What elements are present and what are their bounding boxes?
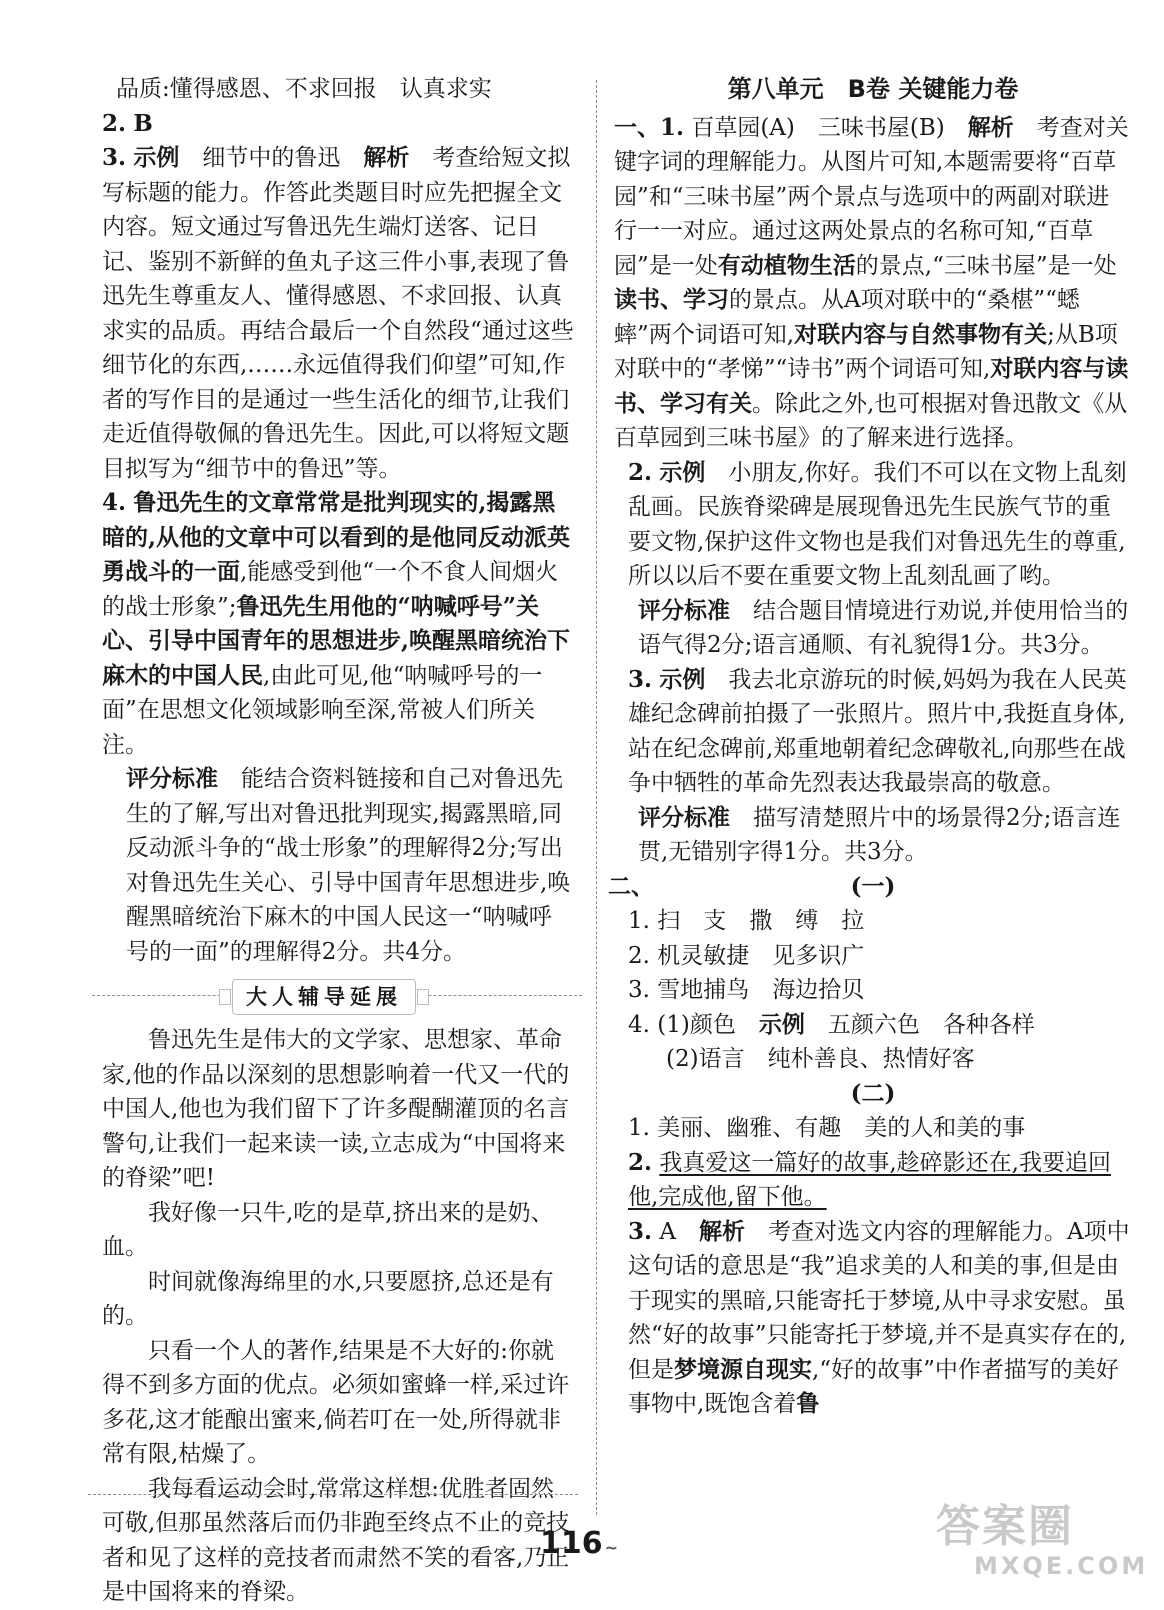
sub2-answer-2 (614, 1146, 1132, 1215)
q4-answer (102, 486, 574, 762)
watermark-logo (936, 1501, 1149, 1592)
quote-3: 只看一个人的著作,结果是不大好的:你就得不到多方面的优点。必须如蜜蜂一样,采过许多花,这才能酿出蜜来,倘若叮在一处,所得就非常有限,枯燥了。 (102, 1337, 570, 1467)
scoring-label: 评分标准 (638, 803, 730, 831)
r-q1-number: 1. (660, 113, 685, 141)
section-two-label: 二、 (608, 872, 654, 900)
r-q2-answer (614, 456, 1132, 594)
analysis-tag: 解析 (363, 144, 410, 171)
q3-answer (102, 141, 574, 486)
q2-answer (102, 107, 574, 142)
q4-number: 4. (102, 489, 127, 516)
r-q3-answer (614, 663, 1132, 801)
analysis-tag: 解析 (967, 113, 1014, 141)
r-q3-text: 我去北京游玩的时候,妈妈为我在人民英雄纪念碑前拍摄了一张照片。照片中,我挺直身体,站在纪念碑前,郑重地朝着纪念碑敬礼,向那些在战争中牺牲的革命先烈表达我最崇高的敬意。 (628, 666, 1127, 796)
banner-title: 大人辅导延展 (232, 979, 416, 1015)
q4-key-point-1: 鲁迅先生的文章常常是批判现实的,揭露黑暗的,从他的文章中可以看到的是他同反动派英勇战斗的一面 (102, 489, 571, 585)
scoring-label: 评分标准 (126, 765, 218, 792)
q3-analysis-text: 考查给短文拟写标题的能力。作答此类题目时应先把握全文内容。短文通过写鲁迅先生端灯送客、记日记、鉴别不新鲜的鱼丸子这三件小事,表现了鲁迅先生尊重友人、懂得感恩、不求回报、认真求实的品质。再结合最后一个自然段“通过这些细节化的东西,……永远值得我们仰望”可知,作者的写作目的是通过一些生活化的细节,让我们走近值得敬佩的鲁迅先生。因此,可以将短文题目拟写为“细节中的鲁迅”等。 (102, 145, 574, 482)
example-tag: 示例 (758, 1010, 805, 1038)
unit-title: 第八单元 B卷 关键能力卷 (727, 75, 1019, 103)
watermark-line-2: MXQE.COM (974, 1552, 1149, 1580)
r-q1-text-1: 考查对关键字词的理解能力。从图片可知,本题需要将“百草园”和“三味书屋”两个景点与选项中的两副对联进行一一对应。通过这两处景点的名称可知,“百草园”是一处 (614, 114, 1129, 279)
sub1-answer-4-post: 五颜六色 各种各样 (804, 1011, 1035, 1038)
watermark-line-1: 答案圈 (936, 1501, 1074, 1552)
subsection-two-label: (二) (850, 1079, 896, 1107)
q4-scoring (102, 762, 574, 969)
sub2-answer-3-choice: A (659, 1218, 676, 1245)
sub1-answer-1: 1. 扫 支 撒 缚 拉 (628, 908, 865, 934)
r-q1-key-3: 对联内容与自然事物有关 (794, 320, 1048, 348)
subsection-one-label: (一) (850, 872, 896, 900)
r-q1-choice: 百草园(A) 三味书屋(B) (691, 114, 945, 141)
quote-4: 我每看运动会时,常常这样想:优胜者固然可敬,但那虽然落后而仍非跑至终点不止的竞技者和见了这样的竞技者而肃然不笑的看客,乃正是中国将来的脊梁。 (102, 1475, 570, 1605)
page-number (540, 1526, 618, 1561)
r-q1-key-1: 有动植物生活 (717, 251, 856, 279)
r-q3-number: 3. (628, 665, 653, 693)
q2-number: 2. (102, 109, 127, 137)
q3-title-answer: 细节中的鲁迅 (202, 145, 341, 171)
q4-text-2: ,由此可见,他“呐喊呼号的一面”在思想文化领域影响至深,常被人们所关注。 (102, 662, 543, 758)
section-one-label: 一、 (614, 113, 660, 141)
sub2-answer-3-text-2: ,“好的故事”中作者描写的美好事物中,既饱含着 (628, 1356, 1119, 1417)
q4-key-point-2: 鲁迅先生用他的“呐喊呼号”关心、引导中国青年的思想进步,唤醒黑暗统治下麻木的中国人民 (102, 592, 571, 689)
quote-2: 时间就像海绵里的水,只要愿挤,总还是有的。 (102, 1268, 554, 1329)
r-q1-key-2: 读书、学习 (614, 286, 729, 313)
sub2-answer-3-text-1: 考查对选文内容的理解能力。A项中这句话的意思是“我”追求美的人和美的事,但是由于现实的黑暗,只能寄托于梦境,从中寻求安慰。虽然“好的故事”只能寄托于梦境,并不是真实存在的,但是 (628, 1218, 1130, 1383)
sub1-answer-2: 2. 机灵敏捷 见多识广 (628, 942, 865, 969)
guidance-intro: 鲁迅先生是伟大的文学家、思想家、革命家,他的作品以深刻的思想影响着一代又一代的中国人,他也为我们留下了许多醍醐灌顶的名言警句,让我们一起来读一读,立志成为“中国将来的脊梁”吧! (102, 1027, 570, 1191)
example-tag: 示例 (659, 458, 706, 486)
left-column (102, 72, 574, 1610)
section-two-header (608, 870, 1132, 905)
sub2-answer-2-number: 2. (628, 1148, 653, 1176)
r-q1-text-4: ;从B项对联中的“孝悌”“诗书”两个词语可知, (614, 321, 1118, 382)
sub2-answer-3-number: 3. (628, 1217, 653, 1245)
r-q2-number: 2. (628, 458, 653, 486)
parent-guidance-banner (92, 973, 582, 1017)
sub2-answer-3-key-2: 鲁 (796, 1390, 820, 1417)
r-q1-text-2: 的景点,“三味书屋”是一处 (855, 252, 1117, 279)
scoring-text: 能结合资料链接和自己对鲁迅先生的了解,写出对鲁迅批判现实,揭露黑暗,同反动派斗争的“战士形象”的理解得2分;写出对鲁迅先生关心、引导中国青年思想进步,唤醒黑暗统治下麻木的中国人民这一“呐喊呼号的一面”的理解得2分。共4分。 (126, 766, 571, 965)
r-q1-text-5: 。除此之外,也可根据对鲁迅散文《从百草园到三味书屋》的了解来进行选择。 (614, 390, 1128, 451)
r-q2-scoring (614, 594, 1132, 663)
page-number-text: 116 (540, 1526, 603, 1561)
sub2-answer-1: 1. 美丽、幽雅、有趣 美的人和美的事 (628, 1115, 1026, 1141)
sub2-answer-2-text: 我真爱这一篇好的故事,趁碎影还在,我要追回他,完成他,留下他。 (628, 1149, 1111, 1210)
quote-1: 我好像一只牛,吃的是草,挤出来的是奶、血。 (102, 1199, 554, 1260)
sub1-answer-4b: (2)语言 纯朴善良、热情好客 (666, 1046, 975, 1072)
r-q3-scoring (614, 801, 1132, 870)
r-q1-answer (614, 111, 1132, 456)
q4-text-1: ,能感受到他“一个不食人间烟火的战士形象”; (102, 559, 559, 620)
r-q1-key-4: 对联内容与读书、学习有关 (614, 355, 1129, 417)
r-q2-text: 小朋友,你好。我们不可以在文物上乱刻乱画。民族脊梁碑是展现鲁迅先生民族气节的重要文物,保护这件文物也是我们对鲁迅先生的尊重,所以以后不要在重要文物上乱刻乱画了哟。 (628, 459, 1127, 589)
sub2-answer-3 (614, 1215, 1132, 1422)
q2-choice: B (133, 109, 153, 137)
quality-line: 品质:懂得感恩、不求回报 认真求实 (116, 76, 492, 102)
sub1-answer-4 (614, 1008, 1132, 1043)
sub2-answer-3-key-1: 梦境源自现实 (674, 1355, 812, 1383)
page-number-ornament: ~ (604, 1538, 619, 1557)
r-q3-scoring-text: 描写清楚照片中的场景得2分;语言连贯,无错别字得1分。共3分。 (638, 804, 1121, 865)
scoring-label: 评分标准 (638, 596, 730, 624)
right-column (608, 72, 1132, 1422)
example-tag: 示例 (133, 144, 180, 171)
example-tag: 示例 (659, 665, 706, 693)
sub1-answer-3: 3. 雪地捕鸟 海边拾贝 (628, 977, 865, 1003)
analysis-tag: 解析 (698, 1217, 745, 1245)
sub1-answer-4-pre: 4. (1)颜色 (628, 1011, 759, 1038)
q3-number: 3. (102, 144, 127, 171)
left-bottom-rule (88, 1494, 578, 1495)
r-q1-text-3: 的景点。从A项对联中的“桑椹”“蟋蟀”两个词语可知, (614, 287, 1080, 348)
column-divider (596, 80, 597, 1515)
r-q2-scoring-text: 结合题目情境进行劝说,并使用恰当的语气得2分;语言通顺、有礼貌得1分。共3分。 (638, 597, 1129, 658)
